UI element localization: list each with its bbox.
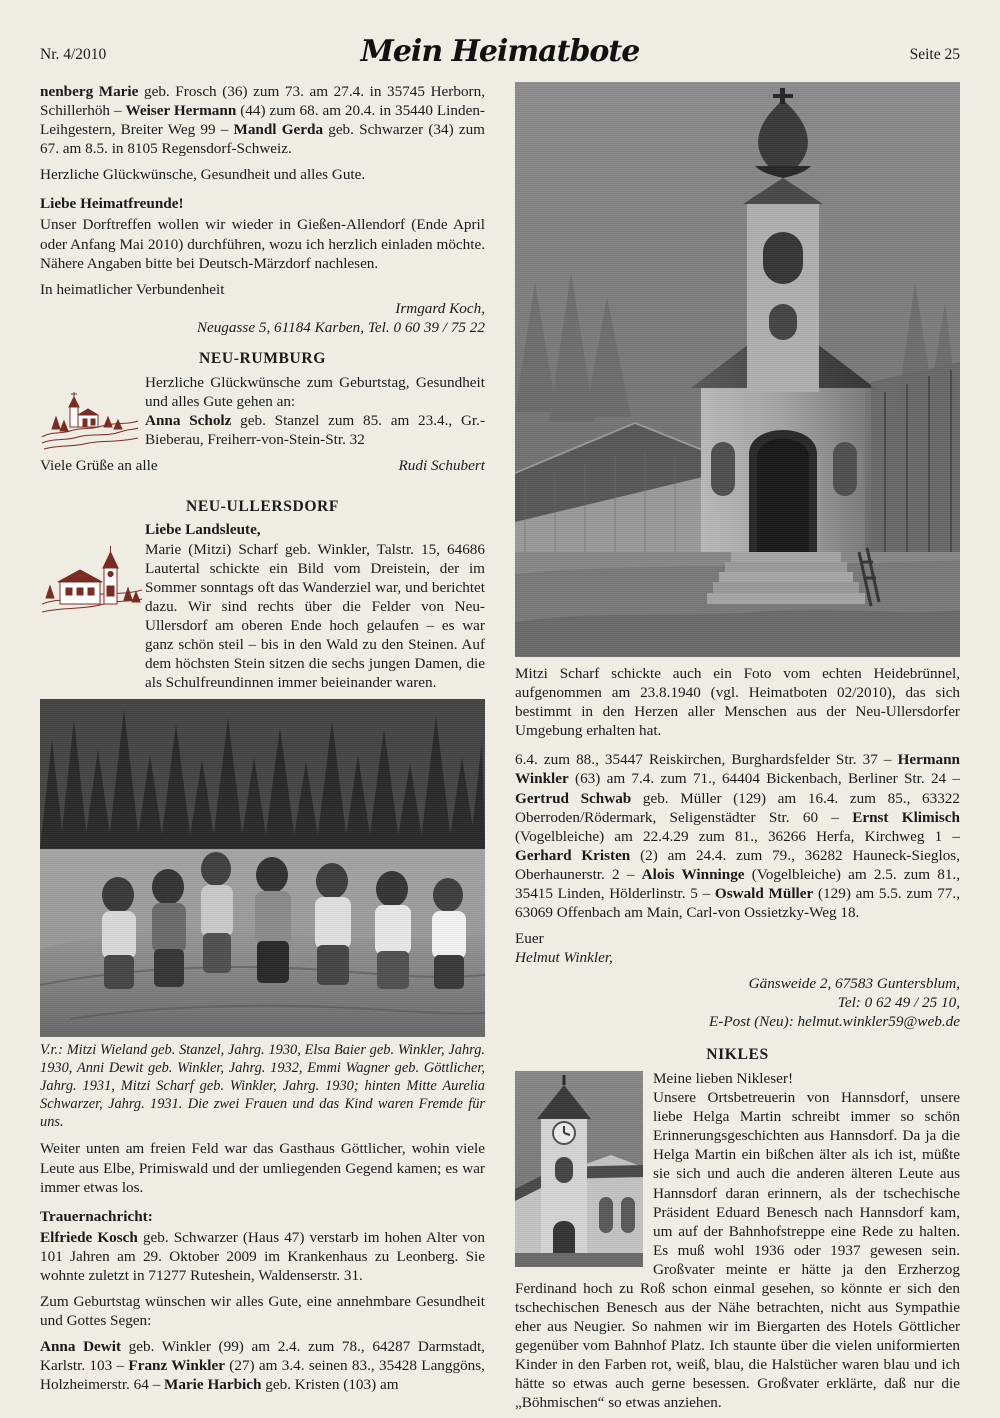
paragraph-trauernachricht: Elfriede Kosch geb. Schwarzer (Haus 47) verstarb im hohen Alter von 101 Jahren am 29. Oktober 2009 im Krankenhaus zu Leonberg. Sie wohnte zuletzt in 71277 Ruteshein, Waldenserstr. 31. bbox=[40, 1228, 485, 1284]
paragraph-wishes: Herzliche Glückwünsche, Gesundheit und alles Gute. bbox=[40, 166, 366, 184]
neu-rumburg-text bbox=[145, 373, 485, 449]
signature-name: Irmgard Koch, bbox=[395, 299, 485, 317]
left-column bbox=[40, 82, 485, 1401]
heading-neu-ullersdorf: NEU-ULLERSDORF bbox=[185, 497, 340, 515]
closing-euer: Euer bbox=[515, 930, 544, 948]
neu-rumburg-block bbox=[40, 373, 485, 475]
village-church-icon bbox=[42, 542, 142, 620]
paragraph-ullersdorf-1: Marie (Mitzi) Scharf geb. Winkler, Talstr. 15, 64686 Lautertal schickte ein Bild vom Dreistein, der im Sommer sonntags oft das Wanderziel war, und berichtet dazu. Wir sind rechts über die Felder von Neu-Ullersdorf am oberen Ende hoch gelaufen – es war ganz schön steil – bis in den Wald zu den Steinen. Auf dem höchsten Stein sitzen die sechs jungen Damen, die als Schulfreundinnen immer beieinander waren. bbox=[145, 540, 485, 692]
right-signature-address-1: Gänsweide 2, 67583 Guntersblum, bbox=[748, 975, 960, 993]
photo-heidebruennel-chapel bbox=[515, 82, 960, 657]
page-content bbox=[40, 34, 961, 1412]
right-signature-address-2: Tel: 0 62 49 / 25 10, bbox=[837, 994, 960, 1012]
heading-liebe-heimatfreunde: Liebe Heimatfreunde! bbox=[40, 195, 184, 213]
paragraph-gasthaus: Weiter unten am freien Feld war das Gasthaus Göttlicher, wohin viele Leute aus Elbe, Primiswald und der umliegenden Gegend kamen; es war immer etwas los. bbox=[40, 1140, 485, 1196]
closing-name: Helmut Winkler, bbox=[515, 949, 613, 967]
paragraph-birthday-intro: Zum Geburtstag wünschen wir alles Gute, eine annehmbare Gesundheit und Gottes Segen: bbox=[40, 1293, 485, 1330]
caption-photo-dreistein: V.r.: Mitzi Wieland geb. Stanzel, Jahrg. 1930, Elsa Baier geb. Winkler, Jahrg. 1930, Anni Dewit geb. Winkler, Jahrg. 1932, Emmi Wagner geb. Göttlicher, Jahrg. 1931, Mitzi Scharf geb. Winkler, Jahrg. 1930; hinten Mitte Aurelia Schwarzer, Jahrg. 1931. Die zwei Frauen und das Kind waren Fremde für uns. bbox=[40, 1042, 485, 1130]
paragraph-dorftreffen: Unser Dorftreffen wollen wir wieder in Gießen-Allendorf (Ende April oder Anfang Mai 2010) durchführen, wozu ich herzlich einladen möchte. Nähere Angaben bitte bei Deutsch-Märzdorf nachlesen. bbox=[40, 216, 485, 272]
rumburg-signature: Rudi Schubert bbox=[398, 456, 485, 474]
photo-dreistein-group bbox=[40, 699, 485, 1037]
photo-nikles-church bbox=[515, 1071, 643, 1267]
right-column bbox=[515, 82, 960, 1418]
rumburg-greeting: Viele Grüße an alle bbox=[40, 456, 158, 474]
ullersdorf-intro bbox=[145, 520, 485, 692]
issue-number: Nr. 4/2010 bbox=[40, 46, 107, 63]
column-container bbox=[40, 82, 961, 1412]
publication-logo: Mein Heimatbote bbox=[360, 34, 640, 69]
church-landscape-icon bbox=[40, 377, 140, 455]
paragraph-rumburg-intro: Herzliche Glückwünsche zum Geburtstag, Gesundheit und alles Gute gehen an: bbox=[145, 373, 485, 410]
rumburg-greeting-row bbox=[40, 456, 485, 475]
ullersdorf-salutation: Liebe Landsleute, bbox=[145, 521, 261, 539]
paragraph-right-birthdays: 6.4. zum 88., 35447 Reiskirchen, Burghardsfelder Str. 37 – Hermann Winkler (63) am 7.4. zum 71., 64404 Bickenbach, Berliner Str. 24 – Gertrud Schwab geb. Müller (129) am 16.4. zum 85., 63322 Oberroden/Rödermark, Seligenstädter Str. 60 – Ernst Klimisch (Vogelbleiche) am 22.4.29 zum 81., 36266 Herfa, Kirchweg 1 – Gerhard Kristen (2) am 24.4. zum 79., 36282 Hauneck-Sieglos, Oberhaunerstr. 2 – Alois Winninge (Vogelbleiche) am 2.5. zum 81., 35415 Linden, Hölderlinstr. 5 – Oswald Müller (129) am 5.5. zum 77., 63069 Offenbach am Main, Carl-von Ossietzky-Weg 18. bbox=[515, 751, 961, 921]
caption-photo-heidebruennel: Mitzi Scharf schickte auch ein Foto vom echten Heidebrünnel, aufgenommen am 23.8.1940 (vgl. Heimatboten 02/2010), das sich bestimmt in den Herzen aller Menschen aus der Neu-Ullersdorfer Umgebung erhalten hat. bbox=[515, 665, 960, 739]
paragraph-rumburg-person: Anna Scholz geb. Stanzel zum 85. am 23.4., Gr.-Bieberau, Freiherr-von-Stein-Str. 32 bbox=[145, 411, 485, 448]
paragraph-nikles-1: Unsere Ortsbetreuerin von Hannsdorf, unsere liebe Helga Martin schreibt immer so schön Erinnerungsgeschichten aus Hannsdorf. Da ja die Helga Martin ein bißchen älter als ich ist, müßte sie sich und auch die anderen älteren Leute aus Hannsdorf daran erinnern, als der tschechische Präsident Eduard Benesch nach Hannsdorf kam, um auf der Bahnhofstreppe eine Rede zu halten. Es muß wohl 1936 oder 1937 gewesen sein. Großvater meinte er hätte ja den Erzherzog Ferdinand hoch zu Roß schon einmal gesehen, so könnte er sich den tschechischen Benesch aus der Nähe betrachten, nicht aus Sympathie eher aus Neugier. So nahmen wir im Biergarten des Hotels Göttlicher gegenüber vom Bahnhof Platz. Ich staunte über die vielen uniformierten Kinder in den Farben rot, weiß, blau, die Halstücher waren blau und ich hätte so etwas auch gerne besessen. Großvater erklärte, daß nur die „Böhmischen“ so etwas anziehen. bbox=[515, 1089, 960, 1412]
right-signature-email: E-Post (Neu): helmut.winkler59@web.de bbox=[708, 1013, 960, 1031]
signature-address: Neugasse 5, 61184 Karben, Tel. 0 60 39 / 75 22 bbox=[196, 318, 485, 336]
paragraph-birthdays-continued: nenberg Marie geb. Frosch (36) zum 73. am 27.4. in 35745 Herborn, Schillerhöh – Weiser Hermann (44) zum 68. am 20.4. in 35440 Linden-Leihgestern, Breiter Weg 99 – Mandl Gerda geb. Schwarzer (34) zum 67. am 8.5. in 8105 Regensdorf-Schweiz. bbox=[40, 83, 485, 158]
page-number: Seite 25 bbox=[909, 46, 960, 63]
nikles-block bbox=[515, 1069, 960, 1418]
heading-trauernachricht: Trauernachricht: bbox=[40, 1207, 153, 1225]
nikles-salutation: Meine lieben Nikleser! bbox=[653, 1070, 794, 1088]
heading-nikles: NIKLES bbox=[706, 1046, 769, 1064]
masthead bbox=[40, 34, 960, 74]
paragraph-closing: In heimatlicher Verbundenheit bbox=[40, 280, 225, 298]
neu-ullersdorf-block bbox=[40, 520, 485, 692]
heading-neu-rumburg: NEU-RUMBURG bbox=[198, 349, 326, 367]
paragraph-birthday-list: Anna Dewit geb. Winkler (99) am 2.4. zum 78., 64287 Darmstadt, Karlstr. 103 – Franz Winkler (27) am 3.4. seinen 83., 35428 Langgöns, Holzheimerstr. 64 – Marie Harbich geb. Kristen (103) am bbox=[40, 1338, 485, 1394]
